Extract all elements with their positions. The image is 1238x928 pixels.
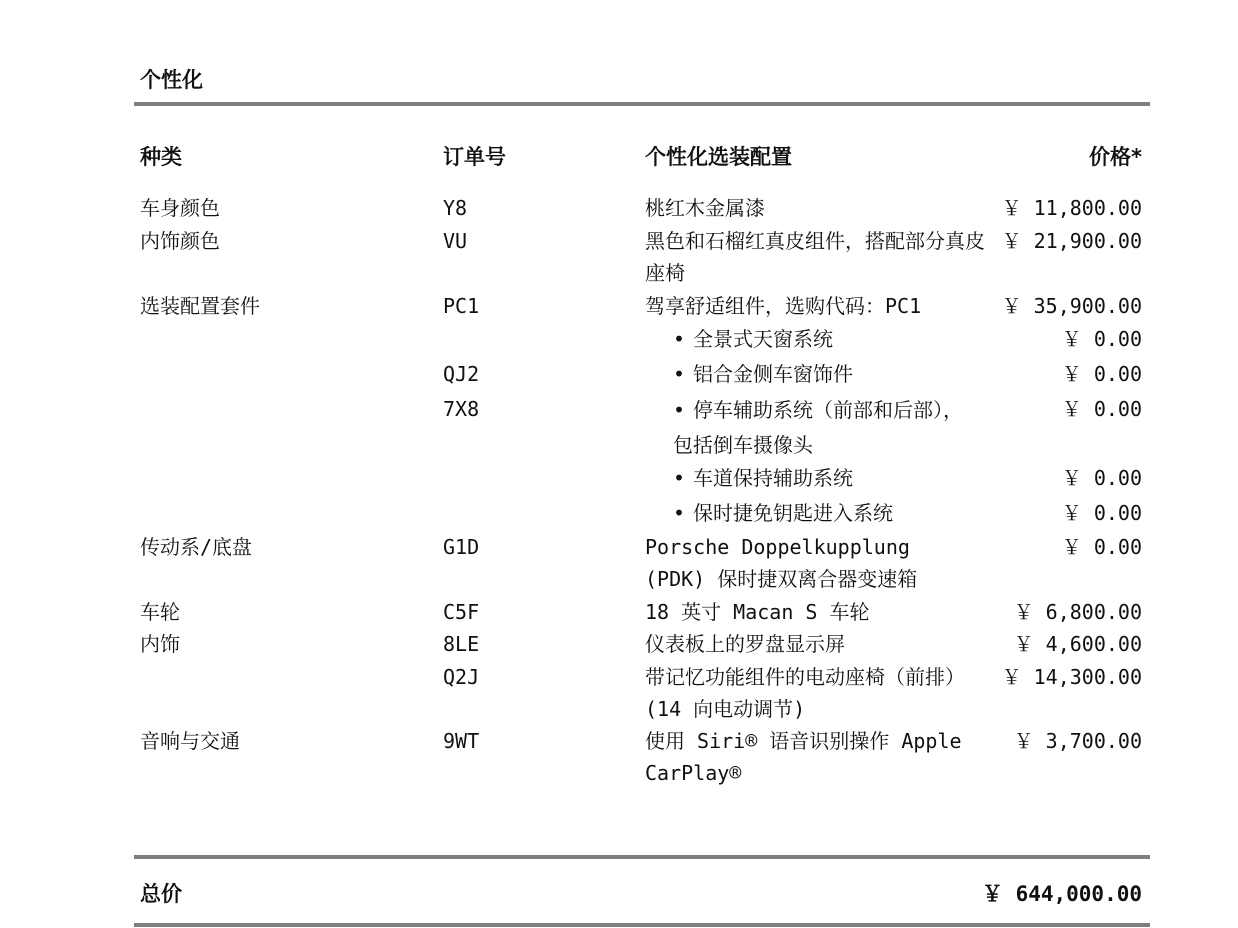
row-category: 车轮 bbox=[140, 600, 180, 624]
row-category: 内饰 bbox=[140, 632, 180, 656]
row-option bbox=[673, 323, 973, 355]
total-divider-bottom bbox=[134, 923, 1150, 927]
row-category: 选装配置套件 bbox=[140, 294, 260, 318]
row-option-text: 停车辅助系统（前部和后部），包括倒车摄像头 bbox=[673, 398, 963, 457]
column-header-order-no: 订单号 bbox=[443, 145, 506, 169]
column-header-price: 价格* bbox=[1089, 145, 1142, 169]
bullet-icon: • bbox=[673, 327, 686, 351]
row-option bbox=[673, 393, 973, 463]
row-option: 使用 Siri® 语音识别操作 Apple CarPlay® bbox=[645, 729, 962, 785]
row-code: Q2J bbox=[443, 665, 480, 689]
row-option: 桃红木金属漆 bbox=[645, 196, 765, 220]
row-category: 音响与交通 bbox=[140, 729, 240, 753]
row-option: 18 英寸 Macan S 车轮 bbox=[645, 600, 870, 624]
row-option-text: 全景式天窗系统 bbox=[693, 327, 833, 351]
row-code: VU bbox=[443, 229, 468, 253]
row-price: ￥ 11,800.00 bbox=[1001, 196, 1142, 220]
row-option bbox=[673, 358, 973, 390]
row-price: ￥ 21,900.00 bbox=[1001, 229, 1142, 253]
row-option: 驾享舒适组件，选购代码：PC1 bbox=[645, 294, 922, 318]
row-price: ￥ 0.00 bbox=[1061, 535, 1142, 559]
bullet-icon: • bbox=[673, 362, 686, 386]
row-category: 车身颜色 bbox=[140, 196, 220, 220]
row-code: 7X8 bbox=[443, 397, 480, 421]
row-price: ￥ 0.00 bbox=[1061, 501, 1142, 525]
row-price: ￥ 0.00 bbox=[1061, 397, 1142, 421]
row-price: ￥ 14,300.00 bbox=[1001, 665, 1142, 689]
row-price: ￥ 0.00 bbox=[1061, 362, 1142, 386]
row-code: PC1 bbox=[443, 294, 480, 318]
bullet-icon: • bbox=[673, 398, 686, 422]
row-code: 9WT bbox=[443, 729, 480, 753]
row-category: 传动系/底盘 bbox=[140, 535, 253, 559]
row-option-text: 车道保持辅助系统 bbox=[693, 466, 853, 490]
row-option: 仪表板上的罗盘显示屏 bbox=[645, 632, 845, 656]
row-option bbox=[673, 497, 973, 529]
section-title: 个性化 bbox=[140, 68, 203, 92]
row-option-text: 保时捷免钥匙进入系统 bbox=[693, 501, 893, 525]
row-option-text: 铝合金侧车窗饰件 bbox=[693, 362, 853, 386]
row-code: G1D bbox=[443, 535, 480, 559]
row-code: Y8 bbox=[443, 196, 468, 220]
total-divider-top bbox=[134, 855, 1150, 859]
column-header-category: 种类 bbox=[140, 145, 182, 169]
row-price: ￥ 0.00 bbox=[1061, 466, 1142, 490]
row-price: ￥ 3,700.00 bbox=[1013, 729, 1142, 753]
header-divider bbox=[134, 102, 1150, 106]
row-code: 8LE bbox=[443, 632, 480, 656]
total-value: ￥ 644,000.00 bbox=[981, 882, 1142, 906]
row-code: C5F bbox=[443, 600, 480, 624]
row-category: 内饰颜色 bbox=[140, 229, 220, 253]
row-code: QJ2 bbox=[443, 362, 480, 386]
column-header-option: 个性化选装配置 bbox=[645, 145, 792, 169]
row-option bbox=[673, 462, 973, 494]
bullet-icon: • bbox=[673, 501, 686, 525]
row-price: ￥ 35,900.00 bbox=[1001, 294, 1142, 318]
row-price: ￥ 4,600.00 bbox=[1013, 632, 1142, 656]
row-option: 黑色和石榴红真皮组件，搭配部分真皮座椅 bbox=[645, 229, 985, 285]
bullet-icon: • bbox=[673, 466, 686, 490]
row-option: 带记忆功能组件的电动座椅（前排）(14 向电动调节) bbox=[645, 665, 965, 721]
total-label: 总价 bbox=[140, 882, 182, 906]
row-price: ￥ 6,800.00 bbox=[1013, 600, 1142, 624]
row-price: ￥ 0.00 bbox=[1061, 327, 1142, 351]
row-option: Porsche Doppelkupplung (PDK) 保时捷双离合器变速箱 bbox=[645, 535, 918, 591]
